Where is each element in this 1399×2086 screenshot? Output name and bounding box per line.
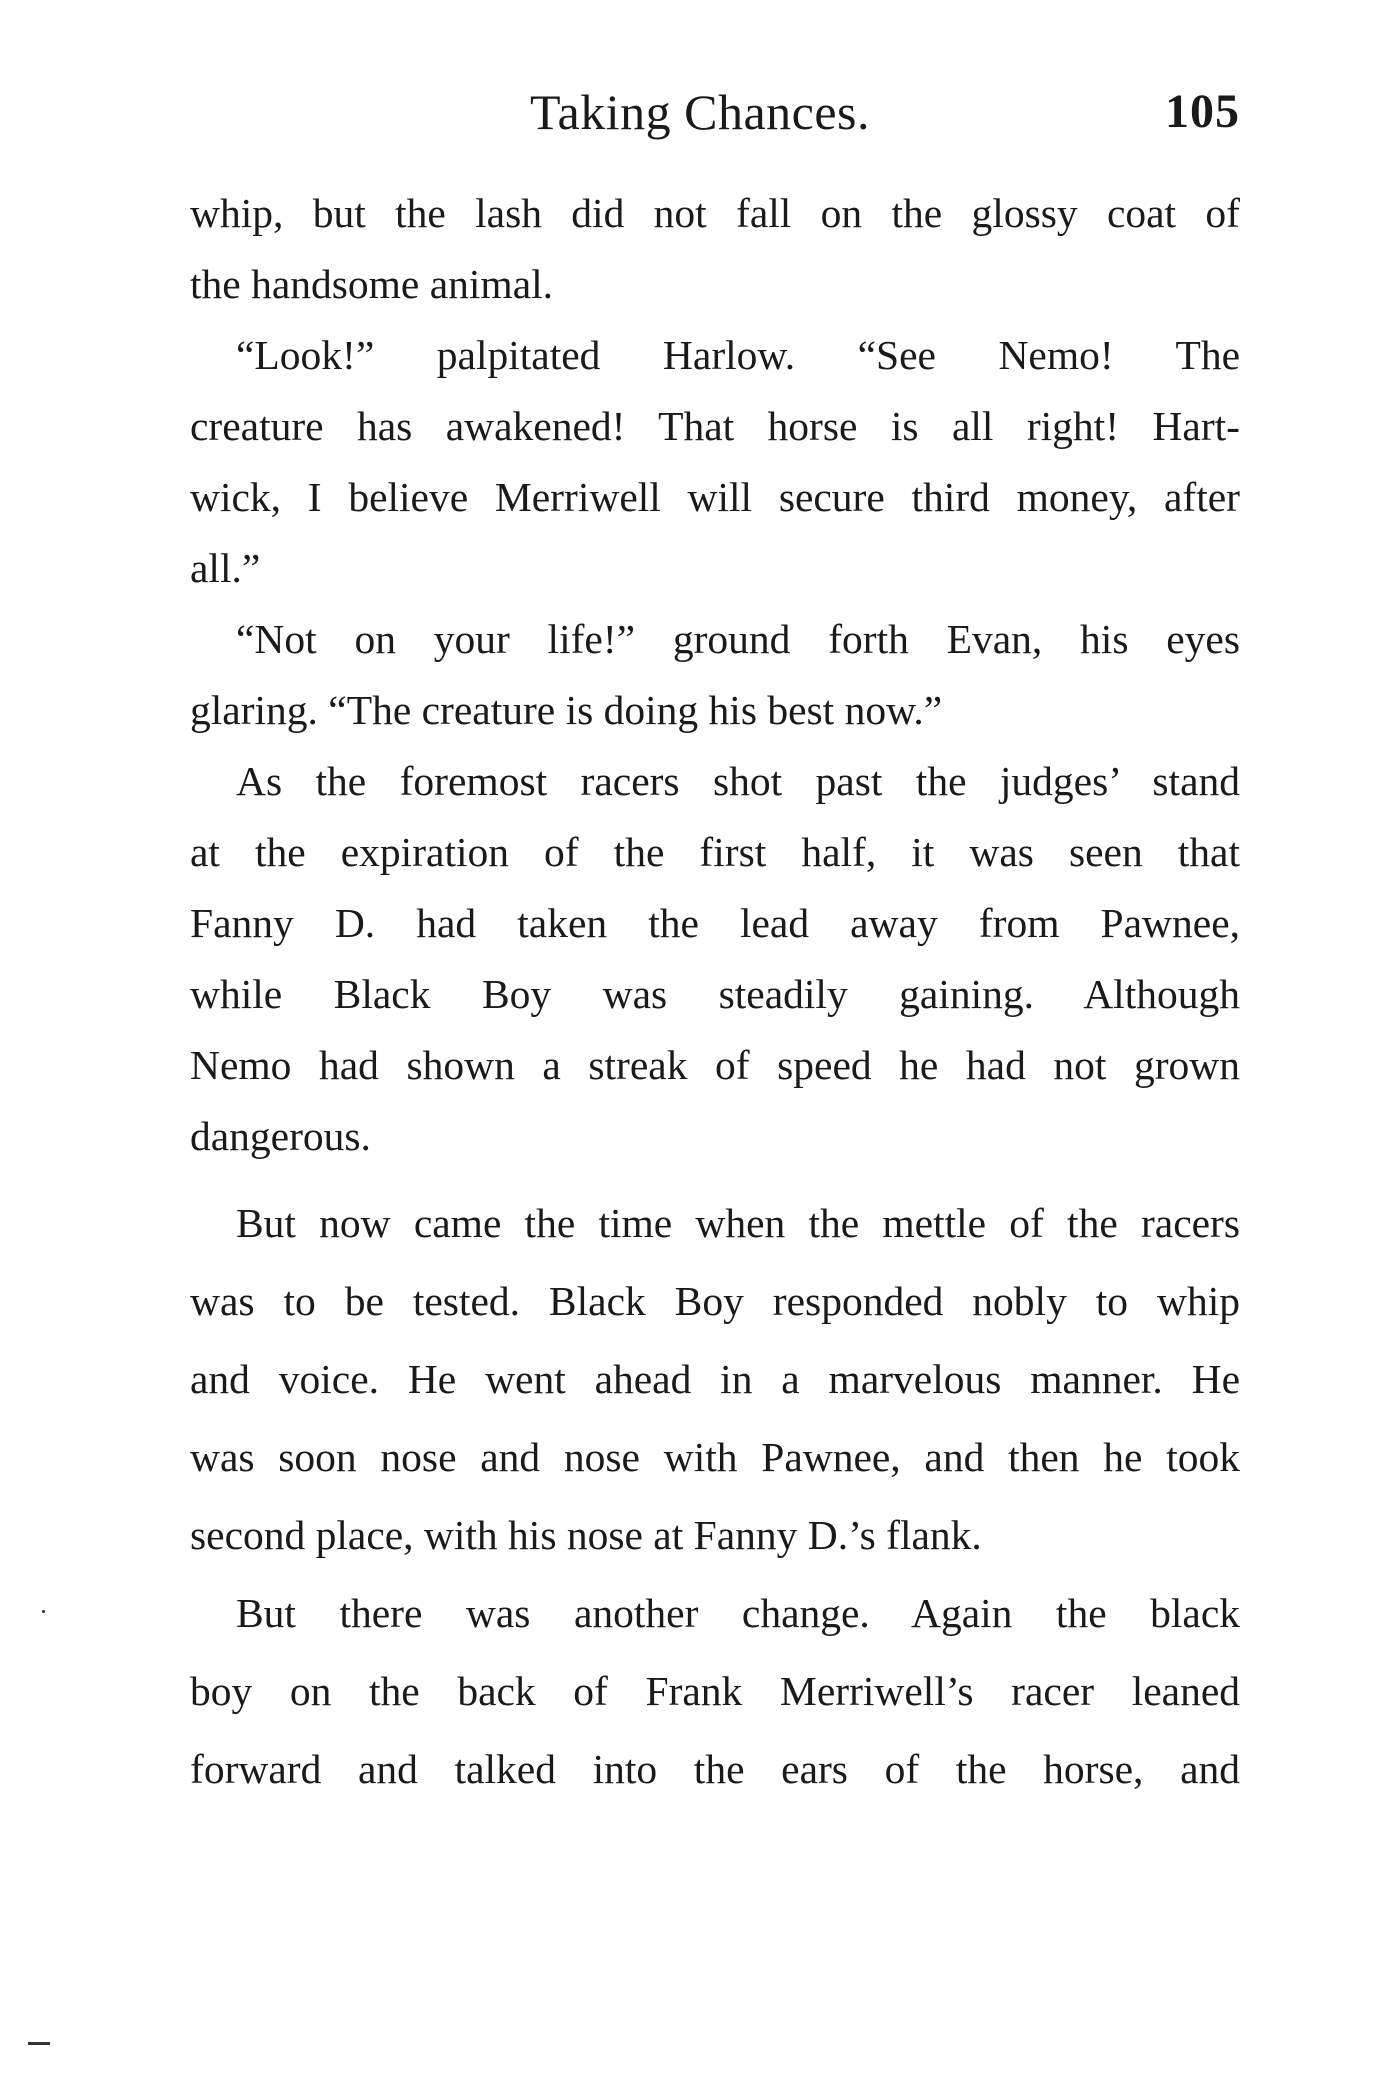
text-line: As the foremost racers shot past the judges’ stand [236, 758, 1240, 804]
running-head [190, 82, 1240, 152]
text-line: the handsome animal. [190, 261, 554, 307]
text-line: boy on the back of Frank Merriwell’s racer leaned [190, 1668, 1240, 1714]
text-line: and voice. He went ahead in a marvelous manner. He [190, 1356, 1240, 1402]
text-line: dangerous. [190, 1113, 371, 1159]
section-gap [190, 1172, 1240, 1184]
margin-speck [42, 1610, 45, 1613]
body-text [190, 178, 1240, 1808]
text-line: “Look!” palpitated Harlow. “See Nemo! The [236, 332, 1240, 378]
text-line: Nemo had shown a streak of speed he had not grown [190, 1042, 1240, 1088]
text-line: wick, I believe Merriwell will secure third money, after [190, 474, 1240, 520]
text-line: whip, but the lash did not fall on the glossy coat of [190, 190, 1240, 236]
text-line: But now came the time when the mettle of the racers [236, 1200, 1240, 1246]
running-title: Taking Chances. [530, 84, 871, 140]
text-line: creature has awakened! That horse is all right! Hart- [190, 403, 1240, 449]
text-line: second place, with his nose at Fanny D.’s flank. [190, 1512, 982, 1558]
text-line: at the expiration of the first half, it was seen that [190, 829, 1240, 875]
text-line: But there was another change. Again the black [236, 1590, 1240, 1636]
body-section-second [190, 1184, 1240, 1808]
margin-dash-mark [28, 2042, 50, 2045]
body-section-first [190, 178, 1240, 1172]
text-line: “Not on your life!” ground forth Evan, his eyes [236, 616, 1240, 662]
text-line: was soon nose and nose with Pawnee, and then he took [190, 1434, 1240, 1480]
text-line: while Black Boy was steadily gaining. Although [190, 971, 1240, 1017]
page-number: 105 [1165, 85, 1240, 138]
text-line: forward and talked into the ears of the horse, and [190, 1746, 1240, 1792]
text-line: glaring. “The creature is doing his best now.” [190, 687, 943, 733]
text-line: was to be tested. Black Boy responded nobly to whip [190, 1278, 1240, 1324]
text-line: Fanny D. had taken the lead away from Pawnee, [190, 900, 1240, 946]
text-line: all.” [190, 545, 261, 591]
